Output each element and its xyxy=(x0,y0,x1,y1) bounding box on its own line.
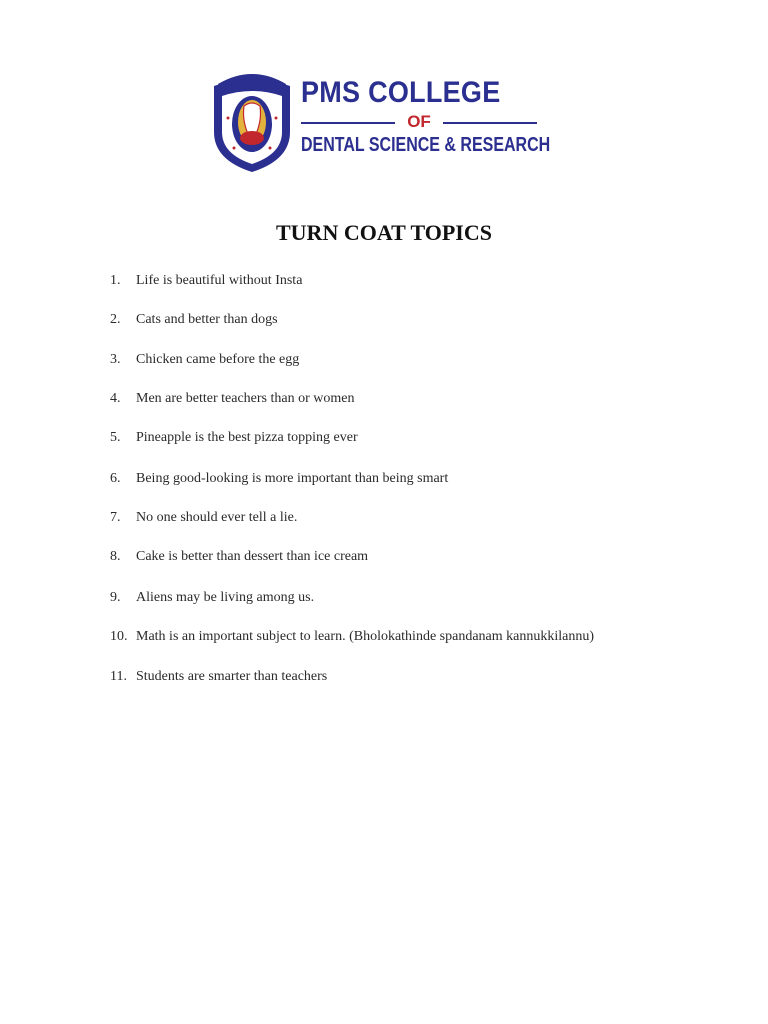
divider-rule-left xyxy=(301,122,395,124)
college-name-of: OF xyxy=(407,112,431,131)
topic-item xyxy=(110,388,354,410)
topic-number: 11. xyxy=(110,669,127,684)
topic-text: Life is beautiful without Insta xyxy=(136,273,303,288)
topic-item xyxy=(110,507,297,529)
topic-number: 10. xyxy=(110,629,128,644)
topic-item xyxy=(110,468,448,490)
topic-text: Men are better teachers than or women xyxy=(136,391,355,406)
college-crest-logo-icon xyxy=(210,62,294,174)
topic-item xyxy=(110,309,278,331)
topic-text: Cats and better than dogs xyxy=(136,312,278,327)
topic-item xyxy=(110,427,358,449)
topic-item xyxy=(110,626,594,648)
topic-text: Students are smarter than teachers xyxy=(136,669,328,684)
topic-text: Cake is better than dessert than ice cream xyxy=(136,549,369,564)
topic-text: Pineapple is the best pizza topping ever xyxy=(136,430,358,445)
topic-number: 8. xyxy=(110,549,121,564)
topic-number: 1. xyxy=(110,273,121,288)
page-title: TURN COAT TOPICS xyxy=(276,220,492,245)
divider-rule-right xyxy=(443,122,537,124)
topic-item xyxy=(110,270,302,292)
topic-number: 5. xyxy=(110,430,121,445)
topic-item xyxy=(110,349,299,371)
college-name-divider xyxy=(301,112,537,134)
topic-number: 4. xyxy=(110,391,121,406)
topic-item xyxy=(110,587,314,609)
topic-number: 3. xyxy=(110,352,121,367)
college-header xyxy=(210,62,550,180)
topic-number: 2. xyxy=(110,312,121,327)
topic-text: No one should ever tell a lie. xyxy=(136,510,298,525)
college-name: PMS COLLEGE xyxy=(301,76,501,109)
topic-number: 6. xyxy=(110,471,121,486)
topic-text: Chicken came before the egg xyxy=(136,352,300,367)
topic-item xyxy=(110,666,327,688)
topic-number: 7. xyxy=(110,510,121,525)
topic-text: Math is an important subject to learn. (Bholokathinde spandanam kannukkilannu) xyxy=(136,629,595,644)
college-department: DENTAL SCIENCE & RESEARCH xyxy=(301,134,551,156)
topic-item xyxy=(110,546,368,568)
topic-text: Being good-looking is more important than being smart xyxy=(136,471,449,486)
topic-text: Aliens may be living among us. xyxy=(136,590,315,605)
topic-number: 9. xyxy=(110,590,121,605)
